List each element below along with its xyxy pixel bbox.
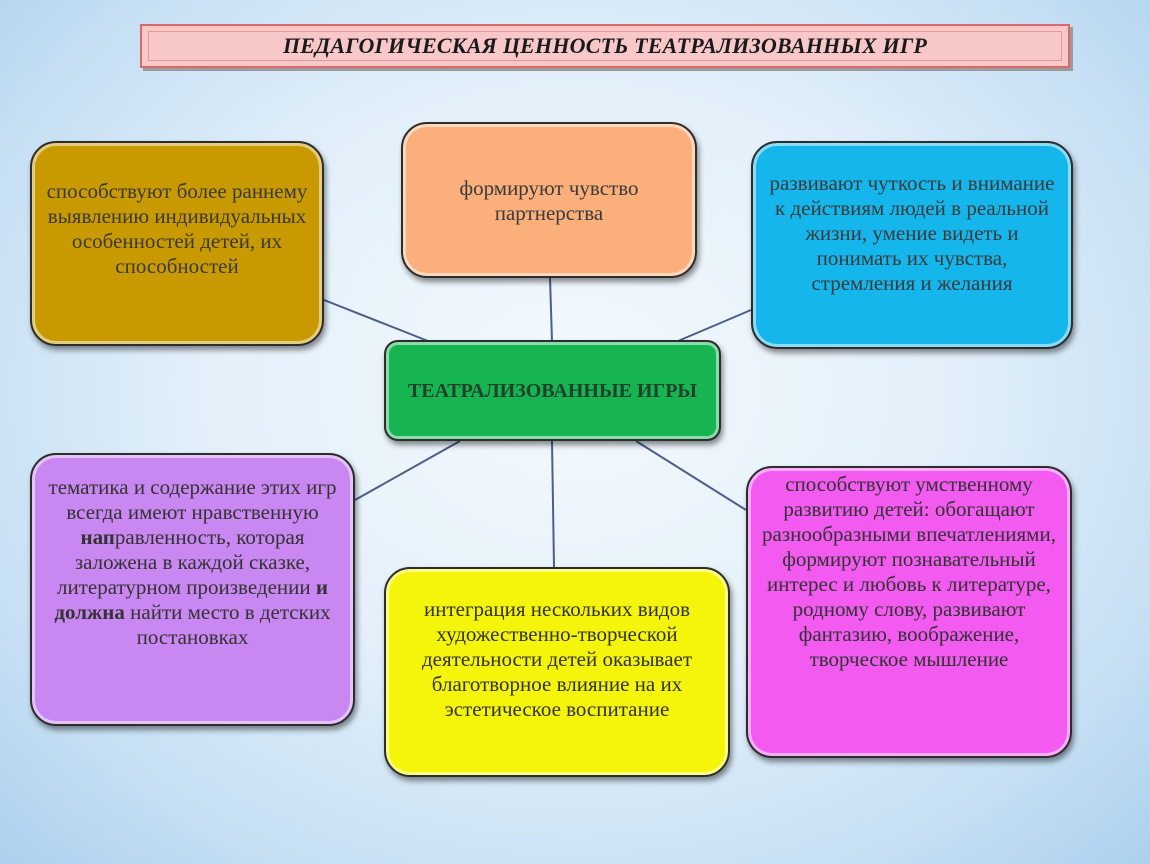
connector-top-left <box>324 300 428 341</box>
box-central-topic <box>384 340 721 441</box>
box-early-abilities-text: способствуют более раннему выявлению индивидуальных особенностей детей, их способностей <box>46 179 308 278</box>
connector-bottom-right <box>636 441 746 510</box>
central-topic-text: ТЕАТРАЛИЗОВАННЫЕ ИГРЫ <box>407 379 698 402</box>
box-mental-development-text: способствуют умственному развитию детей: обогащают разнообразными впечатлениями, формируют познавательный интерес и любовь к литературе, родному слову, развивают фантазию, воображение, творческое мышление <box>762 472 1056 671</box>
box-sensitivity-text: развивают чуткость и внимание к действиям людей в реальной жизни, умение видеть и понимать их чувства, стремления и желания <box>769 171 1055 295</box>
moral-text-part2: равленность, которая заложена в каждой сказке, литературном произведении <box>57 525 311 599</box>
box-partnership <box>401 122 697 278</box>
moral-text-bold1: нап <box>80 525 115 549</box>
box-moral-direction-text <box>46 475 339 650</box>
box-sensitivity <box>751 141 1073 349</box>
page-title: ПЕДАГОГИЧЕСКАЯ ЦЕННОСТЬ ТЕАТРАЛИЗОВАННЫХ ИГР <box>282 33 927 58</box>
box-early-abilities <box>30 141 324 346</box>
moral-text-part3: найти место в детских постановках <box>124 600 331 649</box>
moral-text-bold2: и должна <box>54 575 328 624</box>
moral-text-part1: тематика и содержание этих игр всегда имеют нравственную <box>48 475 337 524</box>
connector-bottom-left <box>355 441 460 500</box>
box-partnership-text: формируют чувство партнерства <box>459 176 639 225</box>
box-integration-text: интеграция нескольких видов художественно-творческой деятельности детей оказывает благотворное влияние на их эстетическое воспитание <box>421 597 693 721</box>
box-mental-development <box>746 466 1072 758</box>
box-integration <box>384 567 730 777</box>
connector-top-center <box>550 278 552 341</box>
title-banner <box>140 24 1070 68</box>
box-moral-direction <box>30 453 355 726</box>
connector-bottom-center <box>552 441 554 567</box>
connector-top-right <box>678 310 751 341</box>
